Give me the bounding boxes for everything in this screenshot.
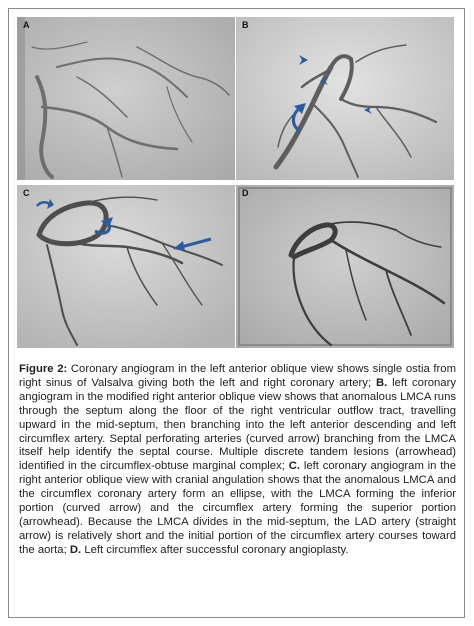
angiogram-panel-d (236, 185, 454, 348)
caption-panel-ref-b: B. (375, 376, 388, 389)
caption-panel-ref-c: C. (288, 460, 300, 473)
figure-label: Figure 2: (19, 363, 68, 375)
caption-text-3: left coronary angiogram in the right anterior oblique view with cranial angulation shows that the anomalous LMCA and the circumflex coronary artery form an ellipse, with the LMCA forming the inferior portion (curved arrow) and the circumflex artery forming the superior portion (arrowhead). Because the LMCA divides in the mid-septum, the LAD artery (straight arrow) is relatively short and the initial portion of the circumflex artery courses toward the aorta; (19, 460, 456, 556)
angiogram-image-d (236, 185, 454, 348)
angiogram-image-c (17, 185, 235, 348)
caption-text-2: left coronary angiogram in the modified right anterior oblique view shows that anomalous LMCA runs through the septum along the floor of the right ventricular outflow tract, travelling upward in the mid-septum, then branching into the left anterior descending and left circumflex artery. Septal perforating arteries (curved arrow) branching from the LMCA itself help identify the septal course. Multiple discrete tandem lesions (arrowhead) identified in the circumflex-obtuse marginal complex; (19, 376, 456, 473)
angiogram-image-a (17, 17, 235, 180)
caption-text-4: Left circumflex after successful coronary angioplasty. (81, 543, 349, 556)
panel-label-b: B (242, 20, 249, 30)
angiogram-panel-a (17, 17, 235, 180)
angiogram-panel-c (17, 185, 235, 348)
caption-panel-ref-d: D. (69, 543, 82, 556)
caption-text-1: Coronary angiogram in the left anterior oblique view shows single ostia from right sinus of Valsalva giving both the left and right coronary artery; (19, 363, 456, 389)
figure-caption (19, 363, 456, 558)
angiogram-image-b (236, 17, 454, 180)
panel-label-d: D (242, 188, 249, 198)
angiogram-panel-b (236, 17, 454, 180)
panel-label-c: C (23, 188, 30, 198)
panel-label-a: A (23, 20, 30, 30)
